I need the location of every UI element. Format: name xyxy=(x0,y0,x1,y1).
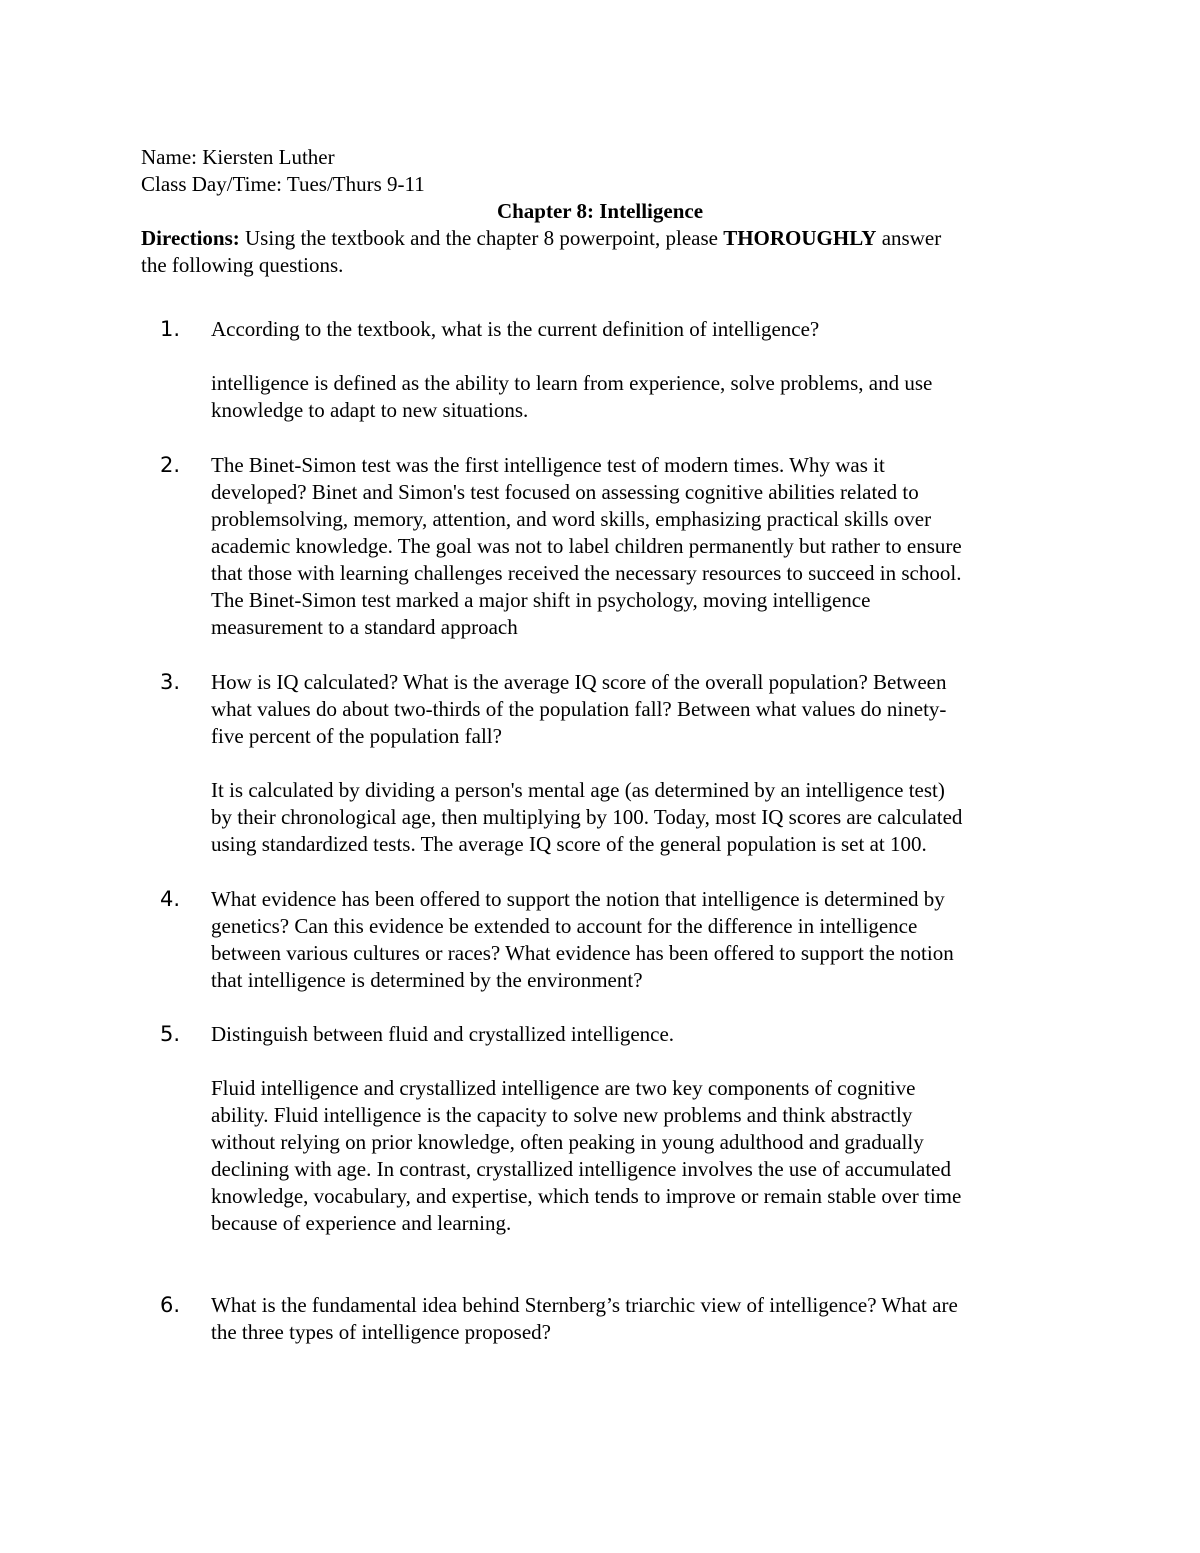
question-6-line: What is the fundamental idea behind Sternberg’s triarchic view of intelligence? What are xyxy=(211,1293,958,1317)
question-4-line: What evidence has been offered to support the notion that intelligence is determined by xyxy=(211,887,945,911)
directions-label: Directions: xyxy=(141,226,240,250)
answer-3 xyxy=(211,777,1061,858)
answer-5-line: declining with age. In contrast, crystallized intelligence involves the use of accumulated xyxy=(211,1157,951,1181)
directions-emphasis: THOROUGHLY xyxy=(723,226,877,250)
answer-1-line: intelligence is defined as the ability to learn from experience, solve problems, and use xyxy=(211,371,933,395)
question-number-1: 1. xyxy=(160,317,181,341)
class-day-time: Class Day/Time: Tues/Thurs 9-11 xyxy=(141,172,425,196)
question-3-line: five percent of the population fall? xyxy=(211,724,502,748)
question-2-line: developed? Binet and Simon's test focused on assessing cognitive abilities related to xyxy=(211,480,919,504)
student-name: Name: Kiersten Luther xyxy=(141,145,335,169)
question-1-line: According to the textbook, what is the current definition of intelligence? xyxy=(211,317,820,341)
directions-text-after: answer xyxy=(876,226,942,250)
question-2-line: problemsolving, memory, attention, and word skills, emphasizing practical skills over xyxy=(211,507,932,531)
question-4-line: between various cultures or races? What evidence has been offered to support the notion xyxy=(211,941,954,965)
directions-text-before: Using the textbook and the chapter 8 powerpoint, please xyxy=(239,226,724,250)
question-2-line: The Binet-Simon test marked a major shift in psychology, moving intelligence xyxy=(211,588,871,612)
question-3-line: How is IQ calculated? What is the average IQ score of the overall population? Between xyxy=(211,670,947,694)
answer-3-line: It is calculated by dividing a person's mental age (as determined by an intelligence test) xyxy=(211,778,945,802)
page-title: Chapter 8: Intelligence xyxy=(496,199,704,223)
answer-5 xyxy=(211,1075,1061,1237)
directions xyxy=(141,225,1081,279)
question-2 xyxy=(211,452,1061,641)
answer-5-line: ability. Fluid intelligence is the capacity to solve new problems and think abstractly xyxy=(211,1103,913,1127)
question-2-line: that those with learning challenges received the necessary resources to succeed in school. xyxy=(211,561,962,585)
question-5-line: Distinguish between fluid and crystallized intelligence. xyxy=(211,1022,675,1046)
question-number-4: 4. xyxy=(160,887,181,911)
question-number-5: 5. xyxy=(160,1022,181,1046)
question-6 xyxy=(211,1292,1061,1346)
directions-line-1 xyxy=(141,225,1081,252)
answer-1-line: knowledge to adapt to new situations. xyxy=(211,398,529,422)
question-number-2: 2. xyxy=(160,453,181,477)
question-number-3: 3. xyxy=(160,670,181,694)
question-2-line: The Binet-Simon test was the first intelligence test of modern times. Why was it xyxy=(211,453,885,477)
directions-line-2: the following questions. xyxy=(141,253,344,277)
answer-5-line: Fluid intelligence and crystallized intelligence are two key components of cognitive xyxy=(211,1076,916,1100)
answer-5-line: without relying on prior knowledge, often peaking in young adulthood and gradually xyxy=(211,1130,924,1154)
question-4 xyxy=(211,886,1061,994)
answer-3-line: by their chronological age, then multiplying by 100. Today, most IQ scores are calculated xyxy=(211,805,963,829)
answer-1 xyxy=(211,370,1061,424)
question-1 xyxy=(211,316,1061,343)
question-2-line: measurement to a standard approach xyxy=(211,615,518,639)
answer-3-line: using standardized tests. The average IQ score of the general population is set at 100. xyxy=(211,832,927,856)
question-2-line: academic knowledge. The goal was not to label children permanently but rather to ensure xyxy=(211,534,962,558)
question-5 xyxy=(211,1021,1061,1048)
question-3-line: what values do about two-thirds of the population fall? Between what values do ninety- xyxy=(211,697,947,721)
question-3 xyxy=(211,669,1061,750)
question-number-6: 6. xyxy=(160,1293,181,1317)
question-4-line: genetics? Can this evidence be extended to account for the difference in intelligence xyxy=(211,914,918,938)
question-6-line: the three types of intelligence proposed? xyxy=(211,1320,551,1344)
answer-5-line: because of experience and learning. xyxy=(211,1211,512,1235)
answer-5-line: knowledge, vocabulary, and expertise, which tends to improve or remain stable over time xyxy=(211,1184,962,1208)
question-4-line: that intelligence is determined by the environment? xyxy=(211,968,643,992)
